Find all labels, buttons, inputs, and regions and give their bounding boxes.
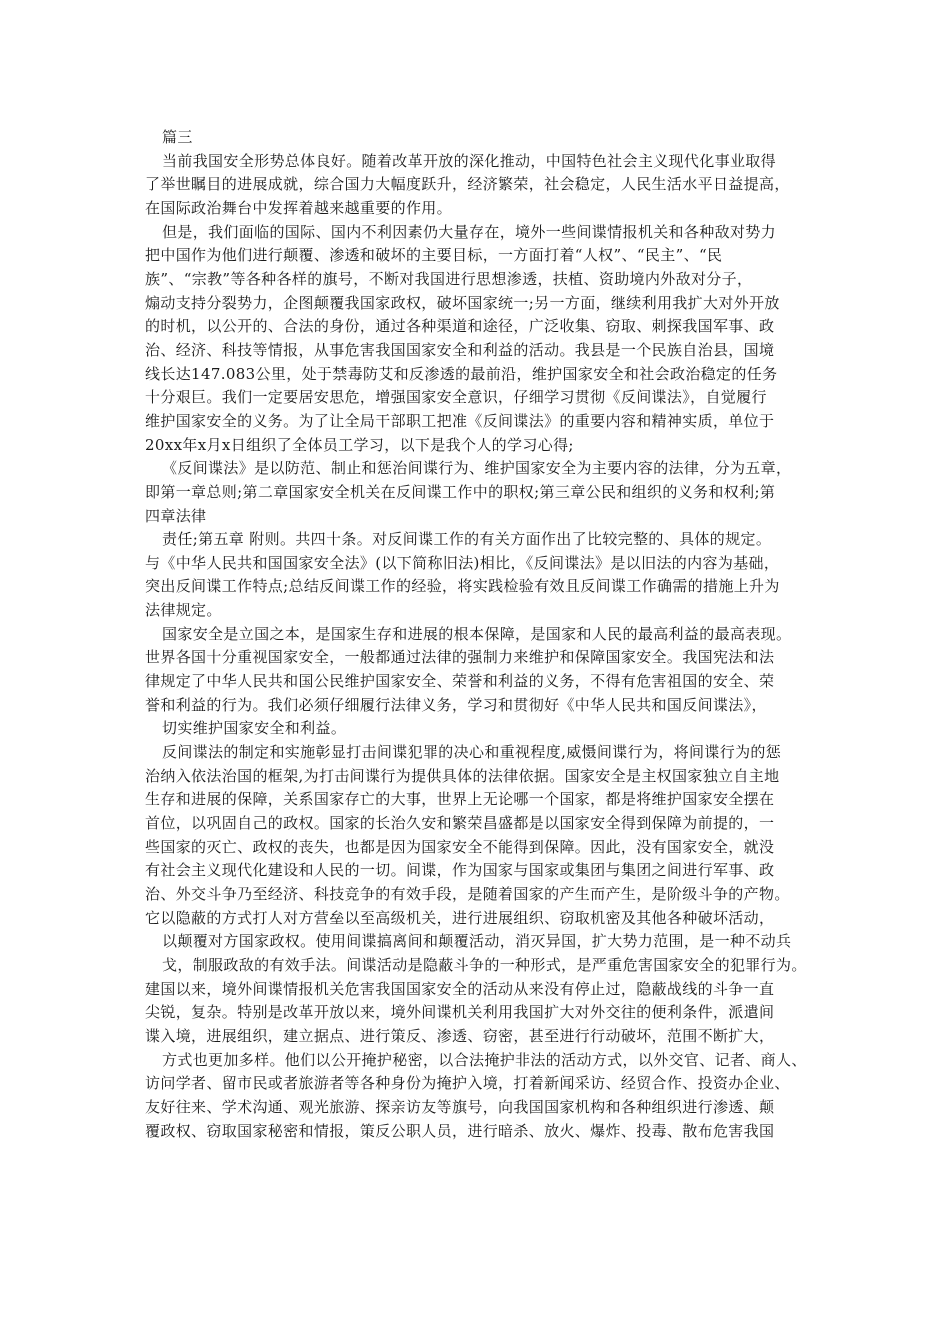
text-line: 即第一章总则;第二章国家安全机关在反间谍工作中的职权;第三章公民和组织的义务和权利;第 [145, 482, 776, 501]
text-line: 建国以来，境外间谍情报机关危害我国国家安全的活动从来没有停止过，隐蔽战线的斗争一直 [145, 979, 775, 998]
text-line: 但是，我们面临的国际、国内不利因素仍大量存在，境外一些间谍情报机关和各种敌对势力 [162, 222, 777, 241]
text-line: 了举世瞩目的进展成就，综合国力大幅度跃升，经济繁荣，社会稳定，人民生活水平日益提高， [145, 175, 790, 194]
text-line: 访问学者、留市民或者旅游者等各种身份为掩护入境，打着新闻采访、经贸合作、投资办企业、 [145, 1074, 790, 1093]
text-line: 线长达147.083公里，处于禁毒防艾和反渗透的最前沿，维护国家安全和社会政治稳定的任务 [145, 364, 778, 383]
text-line: 20xx年x月x日组织了全体员工学习，以下是我个人的学习心得; [145, 435, 574, 454]
text-line: 责任;第五章 附则。共四十条。对反间谍工作的有关方面作出了比较完整的、具体的规定。 [162, 530, 772, 549]
text-line: 《反间谍法》是以防范、制止和惩治间谍行为、维护国家安全为主要内容的法律，分为五章， [162, 459, 792, 478]
text-line: 当前我国安全形势总体良好。随着改革开放的深化推动，中国特色社会主义现代化事业取得 [162, 151, 777, 170]
text-line: 治纳入依法治国的框架,为打击间谍行为提供具体的法律依据。国家安全是主权国家独立自主地 [145, 766, 780, 785]
text-line: 十分艰巨。我们一定要居安思危，增强国家安全意识，仔细学习贯彻《反间谍法》，自觉履行 [145, 388, 767, 407]
text-line: 以颠覆对方国家政权。使用间谍搞离间和颠覆活动，消灭异国，扩大势力范围，是一种不动兵 [162, 932, 792, 951]
text-line: 把中国作为他们进行颠覆、渗透和破坏的主要目标，一方面打着“人权”、“民主”、“民 [145, 246, 723, 265]
text-line: 族”、“宗教”等各种各样的旗号，不断对我国进行思想渗透，扶植、资助境内外敌对分子， [145, 269, 753, 288]
text-line: 尖锐，复杂。特别是改革开放以来，境外间谍机关利用我国扩大对外交往的便利条件，派遣间 [145, 1003, 775, 1022]
text-line: 世界各国十分重视国家安全，一般都通过法律的强制力来维护和保障国家安全。我国宪法和法 [145, 648, 775, 667]
text-line: 些国家的灭亡、政权的丧失，也都是因为国家安全不能得到保障。因此，没有国家安全，就没 [145, 837, 775, 856]
text-line: 治、外交斗争乃至经济、科技竞争的有效手段，是随着国家的产生而产生，是阶级斗争的产物。 [145, 885, 790, 903]
text-line: 覆政权、窃取国家秘密和情报，策反公职人员，进行暗杀、放火、爆炸、投毒、散布危害我国 [145, 1121, 775, 1140]
text-line: 的时机，以公开的、合法的身份，通过各种渠道和途径，广泛收集、窃取、刺探我国军事、政 [145, 317, 775, 336]
text-line: 国家安全是立国之本，是国家生存和进展的根本保障，是国家和人民的最高利益的最高表现。 [162, 624, 792, 643]
text-line: 方式也更加多样。他们以公开掩护秘密，以合法掩护非法的活动方式，以外交官、记者、商人、 [162, 1050, 807, 1069]
text-line: 法律规定。 [145, 601, 222, 620]
text-line: 有社会主义现代化建设和人民的一切。间谍，作为国家与国家或集团与集团之间进行军事、政 [145, 861, 775, 880]
text-line: 律规定了中华人民共和国公民维护国家安全、荣誉和利益的义务，不得有危害祖国的安全、荣 [145, 672, 775, 691]
text-line: 治、经济、科技等情报，从事危害我国国家安全和利益的活动。我县是一个民族自治县，国境 [145, 340, 775, 359]
text-line: 在国际政治舞台中发挥着越来越重要的作用。 [145, 198, 453, 217]
text-line: 友好往来、学术沟通、观光旅游、探亲访友等旗号，向我国国家机构和各种组织进行渗透、颠 [145, 1097, 775, 1116]
document-page [145, 126, 805, 1143]
text-line: 首位，以巩固自己的政权。国家的长治久安和繁荣昌盛都是以国家安全得到保障为前提的，一 [145, 814, 775, 833]
text-line: 反间谍法的制定和实施彰显打击间谍犯罪的决心和重视程度,威慑间谍行为，将间谍行为的惩 [162, 743, 782, 762]
text-line: 谍入境，进展组织，建立据点、进行策反、渗透、窃密，甚至进行行动破坏，范围不断扩大， [145, 1026, 775, 1045]
text-line: 维护国家安全的义务。为了让全局干部职工把准《反间谍法》的重要内容和精神实质，单位于 [145, 411, 775, 430]
text-line: 生存和进展的保障，关系国家存亡的大事，世界上无论哪一个国家，都是将维护国家安全摆在 [145, 790, 775, 809]
text-line: 四章法律 [145, 506, 207, 525]
text-line: 煽动支持分裂势力，企图颠覆我国家政权，破坏国家统一;另一方面，继续利用我扩大对外开放 [145, 293, 780, 312]
text-line: 誉和利益的行为。我们必须仔细履行法律义务，学习和贯彻好《中华人民共和国反间谍法》， [145, 695, 767, 714]
text-line: 突出反间谍工作特点;总结反间谍工作的经验，将实践检验有效且反间谍工作确需的措施上升为 [145, 577, 780, 596]
text-line: 篇三 [162, 128, 193, 146]
text-line: 戈，制服政敌的有效手法。间谍活动是隐蔽斗争的一种形式，是严重危害国家安全的犯罪行为。 [162, 955, 807, 974]
text-line: 它以隐蔽的方式打人对方营垒以至高级机关，进行进展组织、窃取机密及其他各种破坏活动， [145, 908, 775, 927]
text-line: 与《中华人民共和国国家安全法》(以下简称旧法)相比，《反间谍法》是以旧法的内容为基础， [145, 553, 780, 572]
text-line: 切实维护国家安全和利益。 [162, 719, 347, 738]
